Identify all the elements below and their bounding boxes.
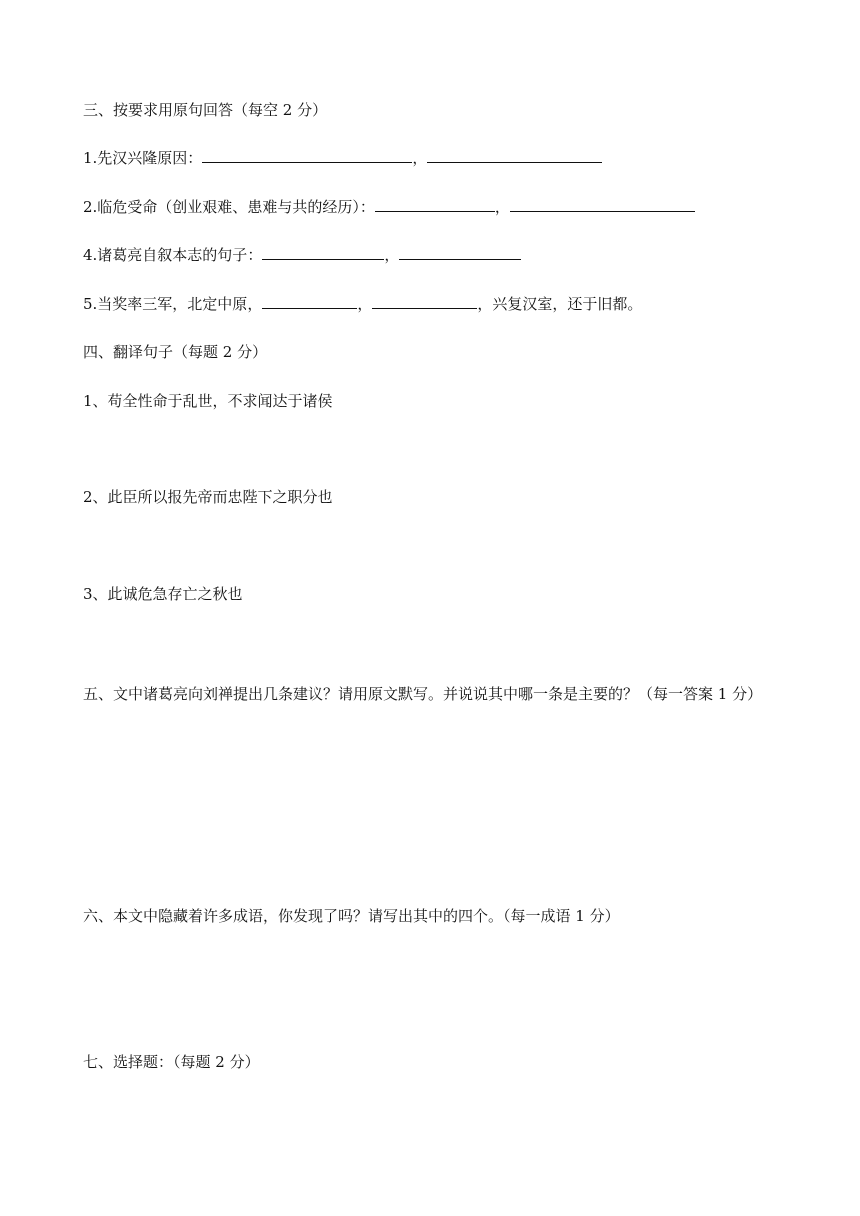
question-1-label: 1.先汉兴隆原因： — [83, 149, 203, 167]
answer-blank-4a[interactable] — [262, 245, 384, 260]
question-2 — [83, 197, 695, 217]
question-5-prefix: 5.当奖率三军，北定中原， — [83, 295, 263, 313]
translate-item-2: 2、此臣所以报先帝而忠陛下之职分也 — [83, 488, 333, 506]
question-2-label: 2.临危受命（创业艰难、患难与共的经历）： — [83, 198, 375, 216]
translate-item-1: 1、苟全性命于乱世，不求闻达于诸侯 — [83, 392, 333, 410]
comma: ， — [357, 295, 373, 313]
answer-blank-1b[interactable] — [427, 148, 602, 163]
section-5-question: 五、文中诸葛亮向刘禅提出几条建议？请用原文默写。并说说其中哪一条是主要的？（每一答案 1 分） — [83, 685, 763, 703]
answer-blank-5a[interactable] — [262, 294, 357, 309]
comma: ， — [494, 198, 510, 216]
answer-blank-2a[interactable] — [375, 197, 495, 212]
answer-blank-5b[interactable] — [372, 294, 477, 309]
answer-blank-2b[interactable] — [510, 197, 695, 212]
section-6-question: 六、本文中隐藏着许多成语，你发现了吗？请写出其中的四个。（每一成语 1 分） — [83, 907, 620, 925]
section-4-heading: 四、翻译句子（每题 2 分） — [83, 343, 268, 361]
question-4-label: 4.诸葛亮自叙本志的句子： — [83, 246, 263, 264]
answer-blank-1a[interactable] — [202, 148, 412, 163]
answer-blank-4b[interactable] — [399, 245, 521, 260]
comma: ， — [412, 149, 428, 167]
section-3-heading: 三、按要求用原句回答（每空 2 分） — [83, 101, 328, 119]
translate-item-3: 3、此诚危急存亡之秋也 — [83, 585, 243, 603]
question-5-suffix: ，兴复汉室，还于旧都。 — [477, 295, 643, 313]
question-1 — [83, 148, 602, 168]
comma: ， — [384, 246, 400, 264]
question-5 — [83, 294, 642, 314]
question-4 — [83, 245, 521, 265]
section-7-heading: 七、选择题：（每题 2 分） — [83, 1053, 260, 1071]
